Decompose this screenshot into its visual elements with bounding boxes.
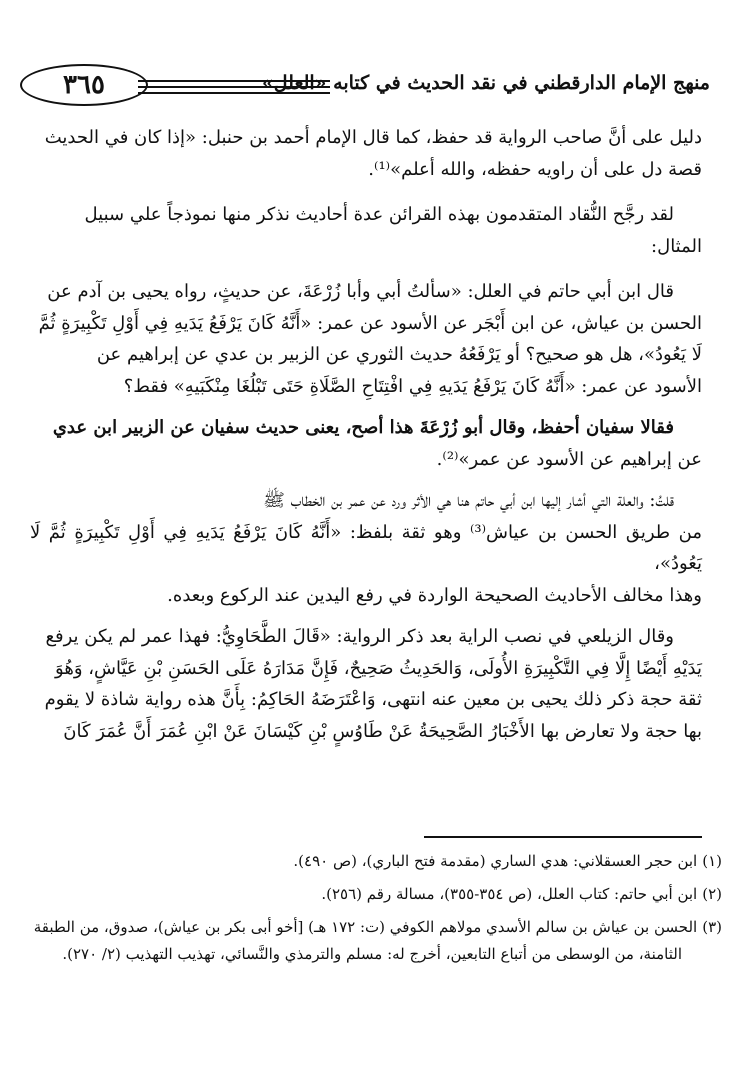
page-number: ٣٦٥ [20, 64, 148, 106]
body-text [30, 122, 702, 747]
text-line: الأسود عن عمر: «أَنَّهُ كَانَ يَرْفَعُ يَدَيهِ فِي افْتِتَاحِ الصَّلَاةِ حَتَى تَبْلُغَا مِنْكَبَيهِ» فقط؟ [123, 375, 702, 397]
footnote-text: ابن أبي حاتم: كتاب العلل، (ص ٣٥٤-٣٥٥)، مسالة رقم (٢٥٦). [321, 885, 698, 903]
running-title: منهج الإمام الدارقطني في نقد الحديث في كتابه «العلل» [261, 72, 710, 94]
text-line: لقد رجَّح النُّقاد المتقدمون بهذه القرائن عدة أحاديث نذكر منها نموذجاً علي سبيل [84, 204, 674, 225]
footnote: (١) ابن حجر العسقلاني: هدي الساري (مقدمة فتح الباري)، (ص ٤٩٠). [293, 852, 722, 870]
text-line: وهذا مخالف الأحاديث الصحيحة الواردة في رفع اليدين عند الركوع وبعده. [167, 584, 702, 606]
footnote: (٣) الحسن بن عياش بن سالم الأسدي مولاهم الكوفي (ت: ١٧٢ هـ) [أخو أبى بكر بن عياش)، صدوق، من الطبقة الثامنة، من الوسطى من أتباع التابعين، أخرج له: مسلم والترمذي والنَّسائي، تهذيب التهذيب (٢/ ٢٧٠). [33, 918, 722, 963]
text-line: عن إبراهيم عن الأسود عن عمر»⁽²⁾. [436, 448, 702, 470]
text-line: قال ابن أبي حاتم في العلل: «سألتُ أبي وأبا زُرْعَةَ، عن حديثٍ، رواه يحيى بن آدم عن [47, 281, 674, 302]
text-line: بها حجة ولا تعارض بها الأَخْبَارُ الصَّحِيحَةُ عَنْ طَاوُسٍ بْنِ كَيْسَانَ عَنْ ابْنِ عُمَرَ أَنَّ عُمَرَ كَانَ [63, 720, 702, 742]
text-line: المثال: [651, 235, 702, 257]
text-line: يَدَيْهِ أَيْضًا إِلَّا فِي التَّكْبِيرَةِ الأُولَى، وَالحَدِيثُ صَحِيحٌ، فَإِنَّ مَدَارَهُ عَلَى الحَسَنِ بْنِ عَيَّاشٍ، وَهُوَ [55, 657, 702, 679]
text-line: ثقة حجة ذكر ذلك يحيى بن معين عنه انتهى، وَاعْتَرَضَهُ الحَاكِمُ: بِأَنَّ هذه رواية شاذة لا يقوم [44, 689, 702, 710]
text-line: وقال الزيلعي في نصب الراية بعد ذكر الرواية: «قَالَ الطَّحَاوِيُّ: فهذا عمر لم يكن يرفع [45, 626, 674, 647]
text-line: لَا يَعُودُ»، هل هو صحيح؟ أو يَرْفَعُهُ حديث الثوري عن الزبير بن عدي عن إبراهيم عن [96, 344, 702, 365]
footnote-text: الحسن بن عياش بن سالم الأسدي مولاهم الكوفي (ت: ١٧٢ هـ) [أخو أبى بكر بن عياش)، صدوق، من الطبقة الثامنة، من الوسطى من أتباع التابعين، أخرج له: مسلم والترمذي والنَّسائي، تهذيب التهذيب (٢/ ٢٧٠). [33, 918, 698, 963]
text-line: من طريق الحسن بن عياش⁽³⁾ وهو ثقة بلفظ: «أَنَّهُ كَانَ يَرْفَعُ يَدَيهِ فِي أَوْلِ تَكْبِيرَةٍ ثُمَّ لَا يَعُودُ»، [30, 521, 702, 574]
footnote: (٢) ابن أبي حاتم: كتاب العلل، (ص ٣٥٤-٣٥٥)، مسالة رقم (٢٥٦). [321, 885, 722, 903]
text-line: قلتُ: والعلة التي أشار إليها ابن أبي حاتم هنا هي الأثر ورد عن عمر بن الخطاب ﷺ [263, 490, 674, 511]
text-line: دليل على أنَّ صاحب الرواية قد حفظ، كما قال الإمام أحمد بن حنبل: «إذا كان في الحديث [44, 127, 702, 148]
footnote-text: ابن حجر العسقلاني: هدي الساري (مقدمة فتح الباري)، (ص ٤٩٠). [293, 852, 698, 870]
text-line: فقالا سفيان أحفظ، وقال أبو زُرْعَةَ هذا أصح، يعنى حديث سفيان عن الزبير ابن عدي [52, 417, 674, 438]
footnote-separator [424, 836, 702, 838]
text-line: الحسن بن عياش، عن ابن أَبْجَر عن الأسود عن عمر: «أَنَّهُ كَانَ يَرْفَعُ يَدَيهِ فِي أَوْلِ تَكْبِيرَةٍ ثُمَّ [38, 312, 702, 334]
text-line: قصة دل على أن راويه حفظه، والله أعلم»⁽¹⁾. [368, 158, 702, 180]
page-header [20, 58, 710, 118]
footnotes [24, 848, 722, 974]
